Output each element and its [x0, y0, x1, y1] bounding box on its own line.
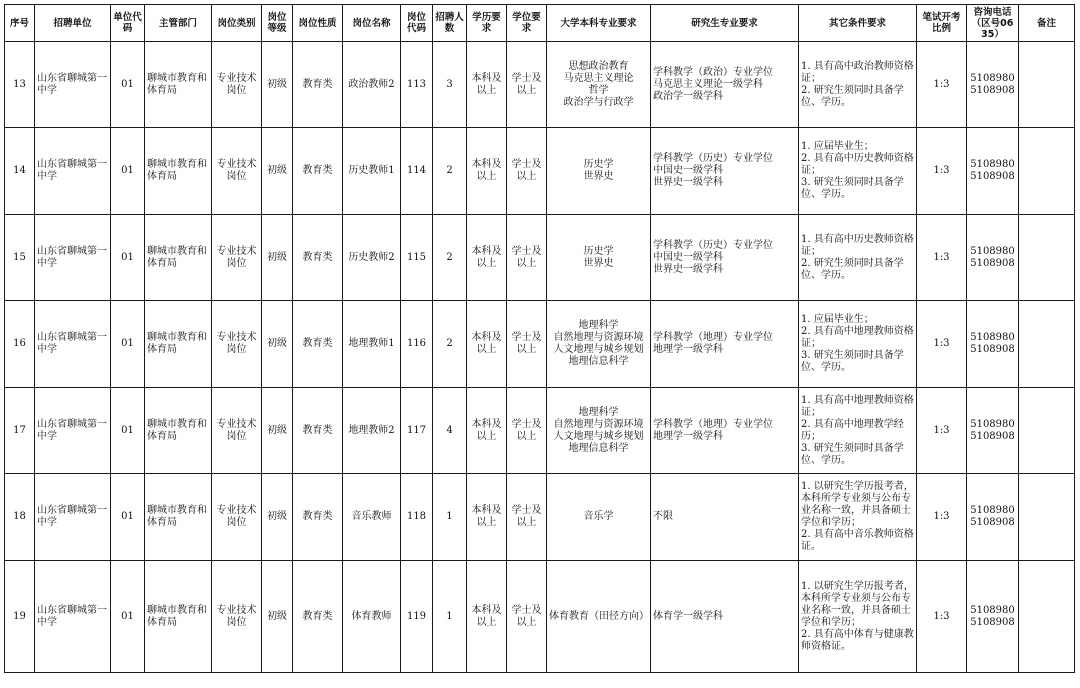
cell-undergrad-line: 历史学	[583, 245, 614, 257]
cell-post-type: 专业技术岗位	[212, 474, 262, 561]
cell-other-line: 3. 研究生须同时具备学位、学历。	[801, 442, 904, 466]
header-grad: 研究生专业要求	[651, 5, 799, 42]
cell-note	[1019, 388, 1075, 474]
cell-phone	[967, 215, 1019, 301]
cell-dept: 聊城市教育和体育局	[145, 42, 212, 128]
cell-count: 4	[433, 388, 467, 474]
cell-count: 3	[433, 42, 467, 128]
cell-dept: 聊城市教育和体育局	[145, 301, 212, 388]
cell-post-type: 专业技术岗位	[212, 561, 262, 673]
cell-unit: 山东省聊城第一中学	[35, 561, 111, 673]
cell-grad-line: 学科教学（历史）专业学位	[653, 153, 773, 164]
cell-other-line: 1. 具有高中政治教师资格证；	[801, 60, 914, 84]
cell-post-name: 地理教师1	[343, 301, 401, 388]
cell-note	[1019, 301, 1075, 388]
cell-post-nature: 教育类	[293, 42, 343, 128]
cell-unit-code: 01	[111, 301, 145, 388]
cell-edu: 本科及以上	[467, 561, 507, 673]
cell-undergrad-line: 世界史	[583, 257, 614, 269]
cell-post-type: 专业技术岗位	[212, 388, 262, 474]
cell-post-nature: 教育类	[293, 215, 343, 301]
cell-unit-code: 01	[111, 42, 145, 128]
cell-other-line: 2. 具有高中历史教师资格证；	[801, 153, 914, 176]
cell-undergrad-line: 马克思主义理论	[563, 72, 634, 84]
cell-grad	[651, 388, 799, 474]
cell-other-line: 1. 具有高中地理教师资格证；	[801, 394, 914, 418]
cell-post-type: 专业技术岗位	[212, 215, 262, 301]
cell-post-nature: 教育类	[293, 388, 343, 474]
cell-phone-line: 5108980	[970, 72, 1015, 84]
table-row	[5, 215, 1075, 301]
cell-grad-line: 学科教学（政治）专业学位	[653, 66, 773, 78]
cell-phone	[967, 474, 1019, 561]
cell-phone	[967, 128, 1019, 215]
cell-unit-code: 01	[111, 215, 145, 301]
header-post-name: 岗位名称	[343, 5, 401, 42]
cell-post-type: 专业技术岗位	[212, 301, 262, 388]
cell-edu: 本科及以上	[467, 301, 507, 388]
cell-undergrad-line: 自然地理与资源环境	[553, 332, 644, 343]
cell-seq: 16	[5, 301, 35, 388]
cell-ratio: 1:3	[917, 561, 967, 673]
cell-other-line: 2. 具有高中地理教师资格证；	[801, 326, 914, 349]
cell-ratio: 1:3	[917, 301, 967, 388]
cell-count: 2	[433, 215, 467, 301]
cell-degree: 学士及以上	[507, 215, 547, 301]
cell-phone-line: 5108908	[970, 171, 1015, 182]
cell-other	[799, 215, 917, 301]
cell-other	[799, 388, 917, 474]
cell-dept: 聊城市教育和体育局	[145, 128, 212, 215]
cell-ratio: 1:3	[917, 215, 967, 301]
cell-post-level: 初级	[262, 388, 293, 474]
cell-phone	[967, 561, 1019, 673]
header-row	[5, 5, 1075, 42]
cell-post-nature: 教育类	[293, 474, 343, 561]
header-other: 其它条件要求	[799, 5, 917, 42]
cell-post-nature: 教育类	[293, 561, 343, 673]
header-degree: 学位要求	[507, 5, 547, 42]
cell-seq: 14	[5, 128, 35, 215]
cell-undergrad-line: 哲学	[588, 84, 609, 96]
cell-post-name: 历史教师2	[343, 215, 401, 301]
cell-undergrad-line: 地理科学	[578, 406, 619, 418]
cell-grad	[651, 474, 799, 561]
cell-grad-line: 马克思主义理论一级学科	[653, 78, 763, 90]
cell-other-line: 1. 应届毕业生；	[801, 314, 874, 325]
cell-other-line: 3. 研究生须同时具备学位、学历。	[801, 350, 904, 373]
table-row	[5, 474, 1075, 561]
cell-phone-line: 5108980	[970, 245, 1015, 257]
header-seq: 序号	[5, 5, 35, 42]
cell-undergrad-line: 音乐学	[583, 511, 614, 522]
table-row	[5, 561, 1075, 673]
cell-edu: 本科及以上	[467, 215, 507, 301]
cell-degree: 学士及以上	[507, 388, 547, 474]
cell-count: 1	[433, 474, 467, 561]
header-undergrad: 大学本科专业要求	[547, 5, 651, 42]
cell-undergrad-line: 世界史	[583, 171, 614, 182]
cell-unit: 山东省聊城第一中学	[35, 474, 111, 561]
cell-undergrad-line: 自然地理与资源环境	[553, 418, 644, 430]
cell-other-line: 1. 以研究生学历报考者，本科所学专业须与公布专业名称一致，并具备硕士学位和学历；	[801, 481, 914, 528]
cell-post-level: 初级	[262, 128, 293, 215]
cell-count: 2	[433, 301, 467, 388]
cell-other-line: 2. 具有高中体育与健康教师资格证。	[801, 628, 914, 652]
cell-other	[799, 301, 917, 388]
cell-undergrad	[547, 128, 651, 215]
header-unit-code: 单位代码	[111, 5, 145, 42]
cell-seq: 19	[5, 561, 35, 673]
cell-unit-code: 01	[111, 128, 145, 215]
cell-phone-line: 5108908	[970, 616, 1015, 628]
cell-grad	[651, 561, 799, 673]
cell-phone	[967, 301, 1019, 388]
cell-post-name: 音乐教师	[343, 474, 401, 561]
cell-post-name: 历史教师1	[343, 128, 401, 215]
cell-other	[799, 474, 917, 561]
cell-other-line: 1. 以研究生学历报考者，本科所学专业须与公布专业名称一致，并具备硕士学位和学历；	[801, 580, 914, 628]
cell-post-level: 初级	[262, 301, 293, 388]
cell-count: 2	[433, 128, 467, 215]
cell-note	[1019, 215, 1075, 301]
cell-grad-line: 学科教学（地理）专业学位	[653, 332, 773, 343]
cell-grad	[651, 128, 799, 215]
cell-other-line: 1. 具有高中历史教师资格证；	[801, 233, 914, 257]
cell-dept: 聊城市教育和体育局	[145, 215, 212, 301]
cell-post-level: 初级	[262, 42, 293, 128]
cell-undergrad-line: 思想政治教育	[568, 60, 629, 72]
cell-post-code: 119	[401, 561, 433, 673]
cell-seq: 15	[5, 215, 35, 301]
cell-other-line: 2. 具有高中音乐教师资格证。	[801, 529, 914, 552]
cell-phone-line: 5108980	[970, 418, 1015, 430]
cell-other-line: 3. 研究生须同时具备学位、学历。	[801, 177, 904, 200]
cell-grad-line: 世界史一级学科	[653, 177, 723, 188]
cell-ratio: 1:3	[917, 388, 967, 474]
cell-undergrad	[547, 215, 651, 301]
cell-post-level: 初级	[262, 215, 293, 301]
cell-unit: 山东省聊城第一中学	[35, 128, 111, 215]
cell-unit: 山东省聊城第一中学	[35, 215, 111, 301]
cell-phone	[967, 42, 1019, 128]
table-row	[5, 128, 1075, 215]
cell-other-line: 2. 研究生须同时具备学位、学历。	[801, 257, 904, 281]
cell-grad-line: 世界史一级学科	[653, 263, 723, 275]
cell-post-code: 115	[401, 215, 433, 301]
cell-edu: 本科及以上	[467, 42, 507, 128]
cell-grad-line: 学科教学（地理）专业学位	[653, 418, 773, 430]
cell-ratio: 1:3	[917, 42, 967, 128]
cell-post-level: 初级	[262, 561, 293, 673]
cell-post-code: 114	[401, 128, 433, 215]
cell-note	[1019, 128, 1075, 215]
header-dept: 主管部门	[145, 5, 212, 42]
cell-note	[1019, 42, 1075, 128]
cell-dept: 聊城市教育和体育局	[145, 561, 212, 673]
cell-dept: 聊城市教育和体育局	[145, 388, 212, 474]
cell-post-type: 专业技术岗位	[212, 42, 262, 128]
table-row	[5, 388, 1075, 474]
cell-seq: 13	[5, 42, 35, 128]
cell-grad-line: 政治学一级学科	[653, 90, 723, 102]
cell-ratio: 1:3	[917, 474, 967, 561]
table-row	[5, 42, 1075, 128]
cell-post-code: 116	[401, 301, 433, 388]
cell-note	[1019, 474, 1075, 561]
cell-note	[1019, 561, 1075, 673]
cell-phone-line: 5108980	[970, 604, 1015, 616]
cell-undergrad-line: 人文地理与城乡规划	[553, 430, 644, 442]
cell-degree: 学士及以上	[507, 474, 547, 561]
cell-other	[799, 561, 917, 673]
cell-other-line: 2. 具有高中地理教学经历；	[801, 418, 904, 442]
cell-phone-line: 5108908	[970, 517, 1015, 528]
cell-unit: 山东省聊城第一中学	[35, 388, 111, 474]
cell-undergrad-line: 历史学	[583, 159, 614, 170]
cell-other-line: 2. 研究生须同时具备学位、学历。	[801, 84, 904, 108]
cell-phone-line: 5108980	[970, 505, 1015, 516]
cell-undergrad-line: 体育教育（田径方向）	[549, 610, 649, 622]
cell-grad-line: 地理学一级学科	[653, 344, 723, 355]
cell-unit: 山东省聊城第一中学	[35, 42, 111, 128]
recruitment-table	[4, 4, 1075, 673]
cell-degree: 学士及以上	[507, 561, 547, 673]
cell-undergrad	[547, 301, 651, 388]
header-post-level: 岗位等级	[262, 5, 293, 42]
header-unit: 招聘单位	[35, 5, 111, 42]
header-count: 招聘人数	[433, 5, 467, 42]
cell-grad	[651, 215, 799, 301]
cell-grad-line: 地理学一级学科	[653, 430, 723, 442]
cell-phone-line: 5108980	[970, 332, 1015, 343]
cell-other	[799, 42, 917, 128]
cell-dept: 聊城市教育和体育局	[145, 474, 212, 561]
cell-phone-line: 5108908	[970, 430, 1015, 442]
header-ratio: 笔试开考比例	[917, 5, 967, 42]
cell-ratio: 1:3	[917, 128, 967, 215]
cell-other-line: 1. 应届毕业生；	[801, 141, 874, 152]
cell-grad	[651, 301, 799, 388]
cell-undergrad	[547, 474, 651, 561]
cell-undergrad	[547, 388, 651, 474]
cell-degree: 学士及以上	[507, 42, 547, 128]
header-phone: 咨询电话（区号0635）	[967, 5, 1019, 42]
cell-degree: 学士及以上	[507, 301, 547, 388]
header-edu: 学历要求	[467, 5, 507, 42]
cell-post-name: 地理教师2	[343, 388, 401, 474]
cell-undergrad-line: 地理信息科学	[568, 356, 629, 367]
cell-undergrad	[547, 561, 651, 673]
cell-grad-line: 中国史一级学科	[653, 251, 723, 263]
table-row	[5, 301, 1075, 388]
header-post-nature: 岗位性质	[293, 5, 343, 42]
cell-grad-line: 不限	[653, 511, 673, 522]
cell-undergrad-line: 地理科学	[578, 320, 619, 331]
cell-post-code: 117	[401, 388, 433, 474]
cell-grad	[651, 42, 799, 128]
cell-unit-code: 01	[111, 474, 145, 561]
cell-phone-line: 5108908	[970, 84, 1015, 96]
cell-phone-line: 5108908	[970, 257, 1015, 269]
cell-post-code: 118	[401, 474, 433, 561]
cell-undergrad-line: 地理信息科学	[568, 442, 629, 454]
cell-degree: 学士及以上	[507, 128, 547, 215]
cell-undergrad-line: 政治学与行政学	[563, 96, 634, 108]
cell-other	[799, 128, 917, 215]
cell-edu: 本科及以上	[467, 128, 507, 215]
cell-count: 1	[433, 561, 467, 673]
cell-grad-line: 学科教学（历史）专业学位	[653, 239, 773, 251]
cell-edu: 本科及以上	[467, 474, 507, 561]
cell-phone	[967, 388, 1019, 474]
table-body	[5, 42, 1075, 673]
cell-post-level: 初级	[262, 474, 293, 561]
cell-edu: 本科及以上	[467, 388, 507, 474]
cell-grad-line: 体育学一级学科	[653, 610, 723, 622]
cell-unit: 山东省聊城第一中学	[35, 301, 111, 388]
cell-grad-line: 中国史一级学科	[653, 165, 723, 176]
cell-post-name: 体育教师	[343, 561, 401, 673]
cell-post-type: 专业技术岗位	[212, 128, 262, 215]
cell-phone-line: 5108908	[970, 344, 1015, 355]
cell-undergrad-line: 人文地理与城乡规划	[553, 344, 644, 355]
cell-unit-code: 01	[111, 561, 145, 673]
cell-seq: 17	[5, 388, 35, 474]
cell-seq: 18	[5, 474, 35, 561]
cell-phone-line: 5108980	[970, 159, 1015, 170]
cell-post-nature: 教育类	[293, 128, 343, 215]
cell-undergrad	[547, 42, 651, 128]
header-post-type: 岗位类别	[212, 5, 262, 42]
cell-unit-code: 01	[111, 388, 145, 474]
cell-post-nature: 教育类	[293, 301, 343, 388]
header-post-code: 岗位代码	[401, 5, 433, 42]
cell-post-name: 政治教师2	[343, 42, 401, 128]
cell-post-code: 113	[401, 42, 433, 128]
header-note: 备注	[1019, 5, 1075, 42]
